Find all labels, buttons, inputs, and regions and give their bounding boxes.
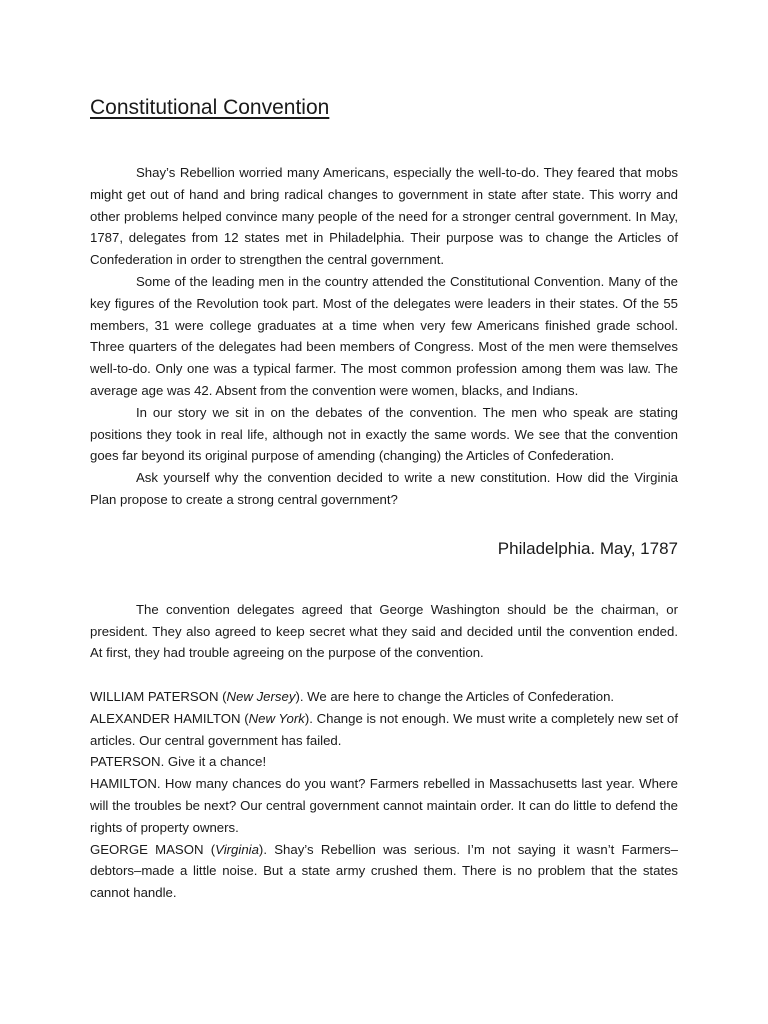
speaker-name: GEORGE MASON (90, 841, 204, 857)
dialogue-line: WILLIAM PATERSON (New Jersey). We are here to change the Articles of Confederation. (90, 688, 615, 704)
intro-paragraph: Shay’s Rebellion worried many Americans, especially the well-to-do. They feared that mobs might get out of hand and bring radical changes to government in state after state. This worry and other problems helped convince many people of the need for a stronger central government. In May, 1787, delegates from 12 states met in Philadelphia. Their purpose was to change the Articles of Confederation in order to strengthen the central government. (90, 165, 678, 268)
dialogue-text: . We are here to change the Articles of Confederation. (299, 688, 615, 704)
dialogue-text: . Shay’s Rebellion was serious. I’m not saying it wasn’t Farmers–debtors–made a little noise. But a state army crushed them. There is no problem that the states cannot handle. (90, 841, 678, 901)
speaker-name: HAMILTON. (90, 776, 161, 792)
dialogue-text: How many chances do you want? Farmers rebelled in Massachusetts last year. Where will the troubles be next? Our central government cannot maintain order. It can do little to defend the rights of property owners. (90, 776, 678, 835)
speaker-state: Virginia (215, 841, 259, 857)
intro-paragraph: Some of the leading men in the country attended the Constitutional Convention. Many of the key figures of the Revolution took part. Most of the delegates were leaders in their states. Of the 55 members, 31 were college graduates at a time when very few Americans finished grade school. Three quarters of the delegates had been members of Congress. Most of the men were themselves well-to-do. Only one was a typical farmer. The most common profession among them was law. The average age was 42. Absent from the convention were women, blacks, and Indians. (90, 273, 678, 398)
document-page (90, 94, 678, 904)
place-date-heading: Philadelphia. May, 1787 (497, 538, 678, 558)
speaker-name: ALEXANDER HAMILTON (90, 710, 241, 726)
dialogue-line (90, 751, 678, 773)
dialogue-text: Give it a chance! (164, 754, 267, 770)
speaker-state: New Jersey (226, 688, 296, 704)
speaker-name: WILLIAM PATERSON (90, 688, 219, 704)
dialogue-line: GEORGE MASON (Virginia). Shay’s Rebellion was serious. I’m not saying it wasn’t Farmers–debtors–made a little noise. But a state army crushed them. There is no problem that the states cannot handle. (90, 841, 678, 901)
dialogue-line (90, 773, 678, 838)
speaker-name: PATERSON. (90, 754, 165, 770)
intro-paragraph: Ask yourself why the convention decided to write a new constitution. How did the Virginia Plan propose to create a strong central government? (90, 470, 678, 507)
spacer (90, 664, 678, 686)
intro-paragraph: In our story we sit in on the debates of the convention. The men who speak are stating positions they took in real life, although not in exactly the same words. We see that the convention goes far beyond its original purpose of amending (changing) the Articles of Confederation. (90, 404, 678, 464)
setup-paragraph: The convention delegates agreed that George Washington should be the chairman, or president. They also agreed to keep secret what they said and decided until the convention ended. At first, they had trouble agreeing on the purpose of the convention. (90, 601, 678, 661)
page-title: Constitutional Convention (90, 96, 330, 119)
speaker-state: New York (248, 710, 305, 726)
dialogue-line: ALEXANDER HAMILTON (New York). Change is not enough. We must write a completely new set of articles. Our central government has failed. (90, 710, 678, 748)
dialogue-text: . Change is not enough. We must write a completely new set of articles. Our central government has failed. (90, 710, 678, 748)
